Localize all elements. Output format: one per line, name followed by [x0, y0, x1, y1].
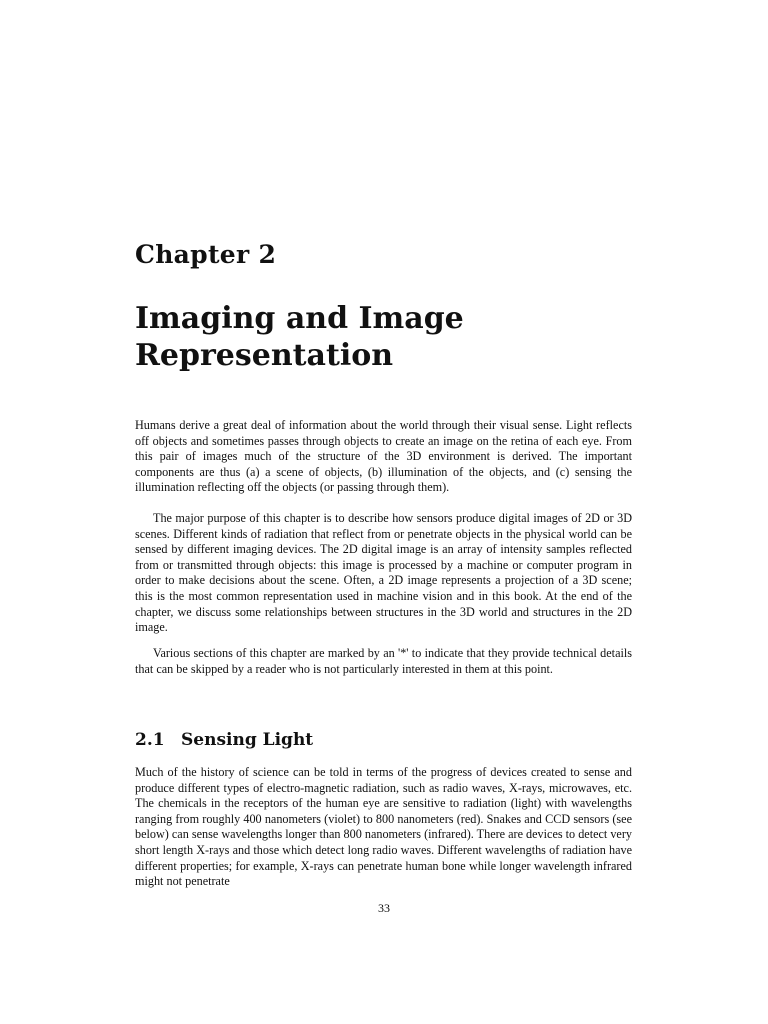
purpose-paragraph: The major purpose of this chapter is to describe how sensors produce digital images of 2D or 3D scenes. Different kinds of radiation that reflect from or penetrate objects in the physical world can be sensed by different imaging devices. The 2D digital image is an array of intensity samples reflected from or transmitted through objects: this image is processed by a machine or computer program in order to make decisions about the scene. Often, a 2D image represents a projection of a 3D scene; this is the most common representation used in machine vision and in this book. At the end of the chapter, we discuss some relationships between structures in the 3D world and structures in the 2D image.	[135, 511, 632, 635]
chapter-title: Imaging and Image Representation	[135, 301, 464, 373]
intro-paragraph: Humans derive a great deal of information about the world through their visual sense. Light reflects off objects and sometimes passes through objects to create an image on the retina of each eye. From this pair of images much of the structure of the 3D environment is derived. The important components are thus (a) a scene of objects, (b) illumination of the objects, and (c) sensing the illumination reflecting off the objects (or passing through them).	[135, 418, 632, 495]
sections-note-paragraph: Various sections of this chapter are marked by an '*' to indicate that they provide technical details that can be skipped by a reader who is not particularly interested in them at this point.	[135, 646, 632, 676]
section-heading	[135, 730, 313, 750]
chapter-label: Chapter 2	[135, 240, 277, 269]
section-paragraph: Much of the history of science can be told in terms of the progress of devices created to sense and produce different types of electro-magnetic radiation, such as radio waves, X-rays, microwaves, etc. The chemicals in the receptors of the human eye are sensitive to radiation (light) with wavelengths ranging from roughly 400 nanometers (violet) to 800 nanometers (red). Snakes and CCD sensors (see below) can sense wavelengths longer than 800 nanometers (infrared). There are devices to detect very short length X-rays and those which detect long radio waves. Different wavelengths of radiation have different properties; for example, X-rays can penetrate human bone while longer wavelength infrared might not penetrate	[135, 765, 632, 889]
section-number: 2.1	[135, 730, 165, 750]
section-title: Sensing Light	[181, 730, 314, 750]
page-number: 33	[378, 901, 390, 915]
